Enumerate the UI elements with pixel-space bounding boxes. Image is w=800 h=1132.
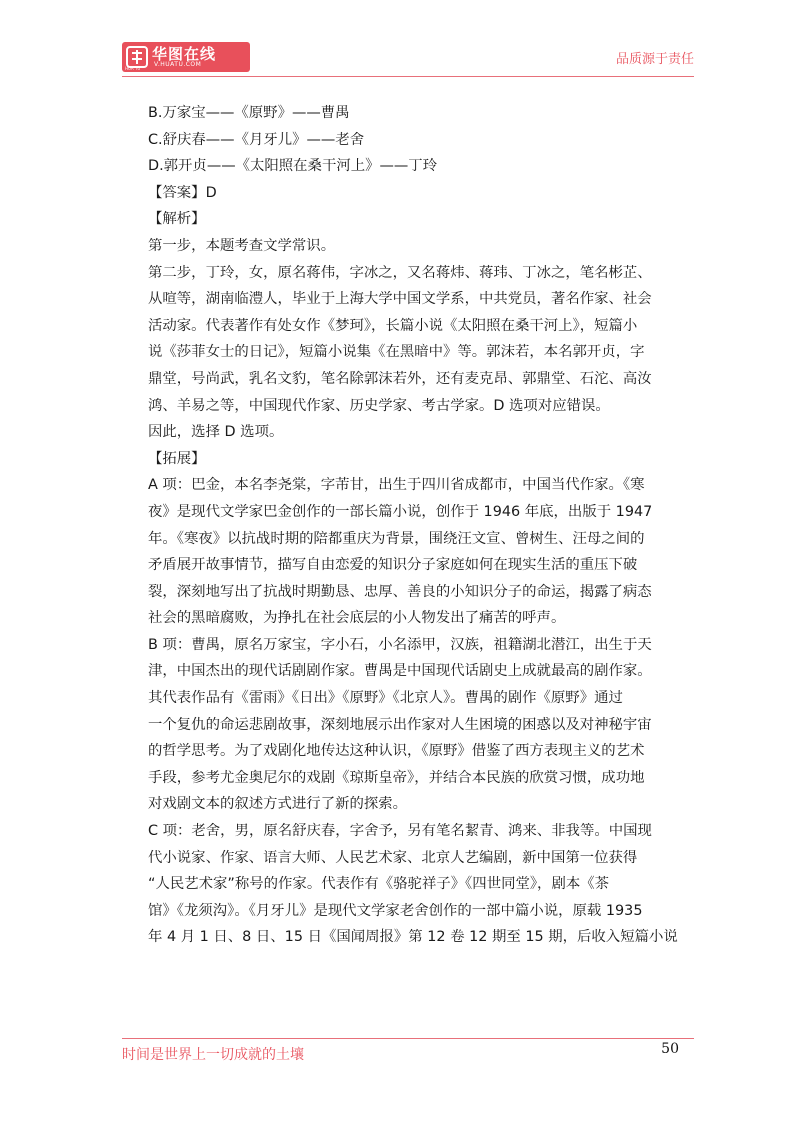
text-line: 手段，参考尤金奥尼尔的戏剧《琼斯皇帝》，并结合本民族的欣赏习惯，成功地 (148, 769, 645, 786)
header-rule (122, 76, 694, 77)
text-line: “人民艺术家”称号的作家。代表作有《骆驼祥子》《四世同堂》，剧本《茶 (148, 876, 610, 893)
text-line: 活动家。代表著作有处女作《梦珂》，长篇小说《太阳照在桑干河上》，短篇小 (148, 317, 638, 334)
text-line: 代小说家、作家、语言大师、人民艺术家、北京人艺编剧，新中国第一位获得 (148, 849, 638, 866)
huatu-logo-icon (126, 46, 148, 68)
text-line: 年。《寒夜》以抗战时期的陪都重庆为背景，围绕汪文宣、曾树生、汪母之间的 (148, 530, 645, 547)
text-line: 津，中国杰出的现代话剧剧作家。曹禺是中国现代话剧史上成就最高的剧作家。 (148, 663, 652, 680)
page-number: 50 (661, 1041, 679, 1057)
text-line: 一个复仇的命运悲剧故事，深刻地展示出作家对人生困境的困惑以及对神秘宇宙 (148, 716, 652, 733)
logo-url-text: V.HUATU.COM (154, 61, 202, 68)
text-line: B.万家宝——《原野》——曹禺 (148, 105, 350, 121)
text-line: 【答案】D (148, 184, 217, 201)
text-line: 社会的黑暗腐败，为挣扎在社会底层的小人物发出了痛苦的呼声。 (148, 610, 566, 627)
text-line: 【拓展】 (148, 450, 206, 467)
text-line: 矛盾展开故事情节，描写自由恋爱的知识分子家庭如何在现实生活的重压下破 (148, 557, 638, 574)
text-line: 从喧等，湖南临澧人，毕业于上海大学中国文学系，中共党员，著名作家、社会 (148, 291, 652, 308)
logo-brand-text: 华图在线 (152, 45, 217, 63)
text-line: 的哲学思考。为了戏剧化地传达这种认识，《原野》借鉴了西方表现主义的艺术 (148, 743, 645, 760)
footer-rule (122, 1038, 694, 1039)
text-line: 鸿、羊易之等，中国现代作家、历史学家、考古学家。D 选项对应错误。 (148, 397, 610, 414)
text-line: 对戏剧文本的叙述方式进行了新的探索。 (148, 796, 408, 813)
text-line: 夜》是现代文学家巴金创作的一部长篇小说，创作于 1946 年底，出版于 1947 (148, 503, 653, 520)
page-header (122, 42, 694, 76)
text-line: 馆》《龙须沟》。《月牙儿》是现代文学家老舍创作的一部中篇小说，原载 1935 (148, 902, 643, 919)
huatu-logo (122, 42, 250, 72)
text-line: C.舒庆春——《月牙儿》——老舍 (148, 131, 365, 148)
text-line: 第一步，本题考查文学常识。 (148, 237, 336, 254)
text-line: D.郭开贞——《太阳照在桑干河上》——丁玲 (148, 158, 438, 175)
text-line: 其代表作品有《雷雨》《日出》《原野》《北京人》。曹禺的剧作《原野》通过 (148, 690, 623, 707)
text-line: 说《莎菲女士的日记》，短篇小说集《在黑暗中》等。郭沫若，本名郭开贞，字 (148, 344, 645, 361)
logo-tiny-text: HUA TU (125, 66, 141, 71)
text-line: 年 4 月 1 日、8 日、15 日《国闻周报》第 12 卷 12 期至 15 期，后收入短篇小说 (148, 929, 678, 946)
document-body (148, 100, 678, 951)
header-slogan: 品质源于责任 (615, 52, 694, 67)
text-line: A 项：巴金，本名李尧棠，字芾甘，出生于四川省成都市，中国当代作家。《寒 (148, 477, 645, 494)
text-line: C 项：老舍，男，原名舒庆春，字舍予，另有笔名絜青、鸿来、非我等。中国现 (148, 823, 652, 840)
text-line: B 项：曹禺，原名万家宝，字小石，小名添甲，汉族，祖籍湖北潜江，出生于天 (148, 636, 652, 653)
text-line: 第二步，丁玲，女，原名蒋伟，字冰之，又名蒋炜、蒋玮、丁冰之，笔名彬芷、 (148, 264, 652, 281)
text-line: 鼎堂，号尚武，乳名文豹，笔名除郭沫若外，还有麦克昂、郭鼎堂、石沱、高汝 (148, 370, 652, 387)
text-line: 因此，选择 D 选项。 (148, 424, 284, 441)
footer-motto: 时间是世界上一切成就的土壤 (122, 1047, 304, 1063)
text-line: 【解析】 (148, 211, 206, 228)
text-line: 裂，深刻地写出了抗战时期勤恳、忠厚、善良的小知识分子的命运，揭露了病态 (148, 583, 652, 600)
